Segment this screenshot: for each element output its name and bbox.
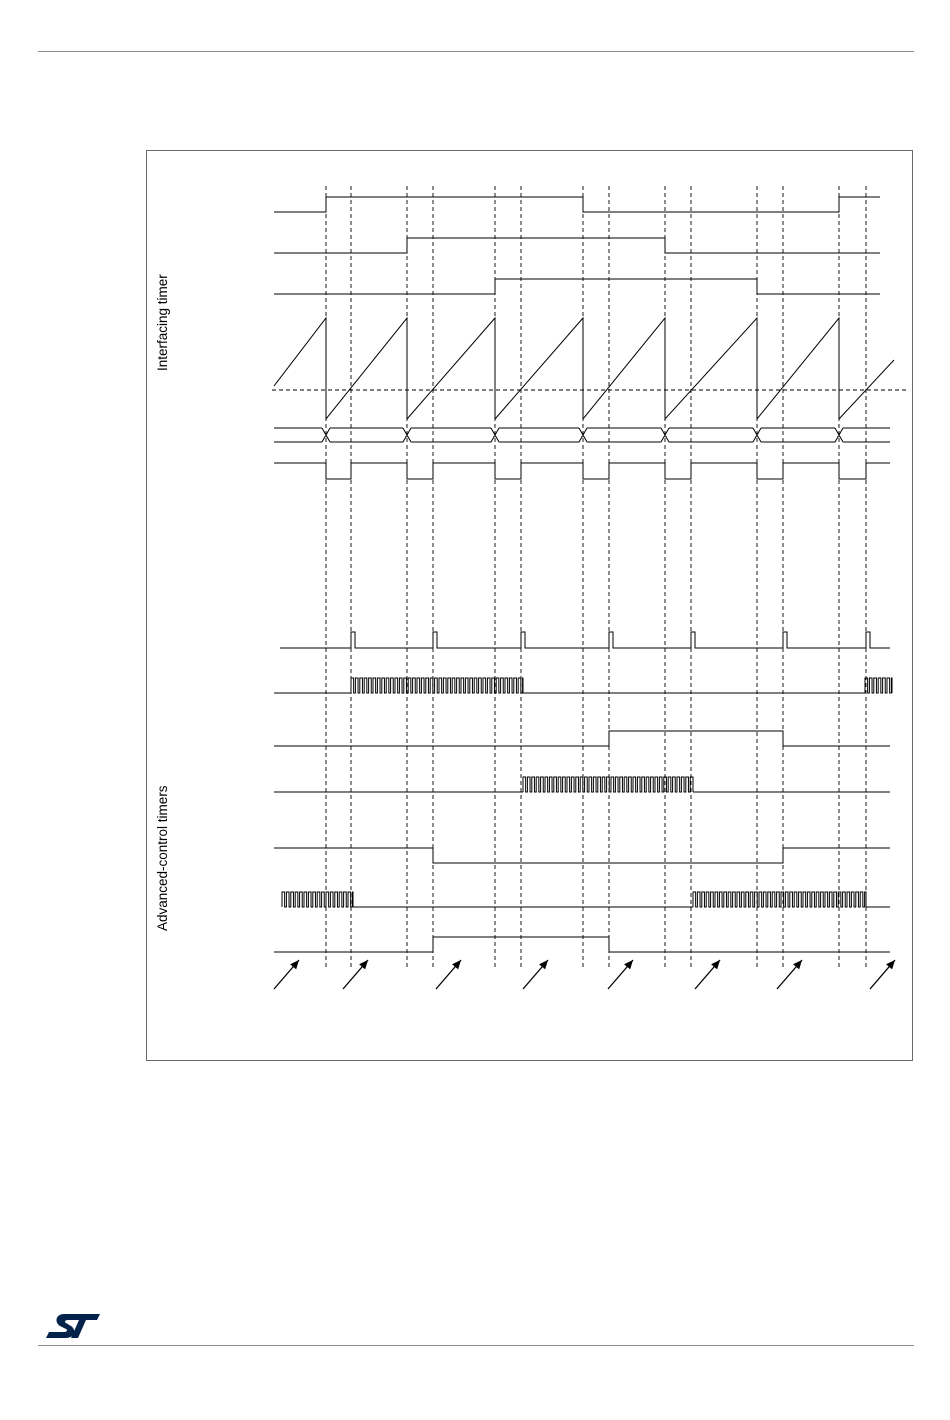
counter-sawtooth: [274, 318, 894, 419]
commutation-arrow: [343, 960, 368, 989]
oc3n-signal: [274, 937, 890, 952]
advanced-control-timers-label: Advanced-control timers: [155, 785, 170, 931]
commutation-arrows: [274, 960, 895, 989]
commutation-arrow: [870, 960, 895, 989]
event-guides: [272, 186, 908, 968]
capture-bus: [274, 428, 890, 442]
commutation-arrow: [777, 960, 802, 989]
hall-signal-1: [274, 197, 880, 212]
com-pulses: [280, 632, 890, 648]
commutation-arrow: [608, 960, 633, 989]
hall-signal-3: [274, 279, 880, 294]
oc1-pwm-burst-end: [865, 678, 892, 693]
commutation-arrow: [695, 960, 720, 989]
oc1-pwm-burst: [351, 678, 523, 693]
st-logo-icon: [44, 1312, 102, 1340]
interfacing-timer-label: Interfacing timer: [155, 274, 170, 371]
oc3-pwm-burst: [693, 892, 866, 907]
signal-waveforms: [274, 197, 894, 952]
oc2-pwm-burst: [523, 777, 693, 792]
commutation-arrow: [274, 960, 299, 989]
commutation-arrow: [523, 960, 548, 989]
hall-signal-2: [274, 238, 880, 253]
trigger-output-pulses: [274, 463, 890, 479]
oc3-pwm-burst-start: [282, 892, 353, 907]
commutation-arrow: [436, 960, 461, 989]
oc1n-signal: [274, 731, 890, 746]
oc2n-signal: [274, 848, 890, 863]
